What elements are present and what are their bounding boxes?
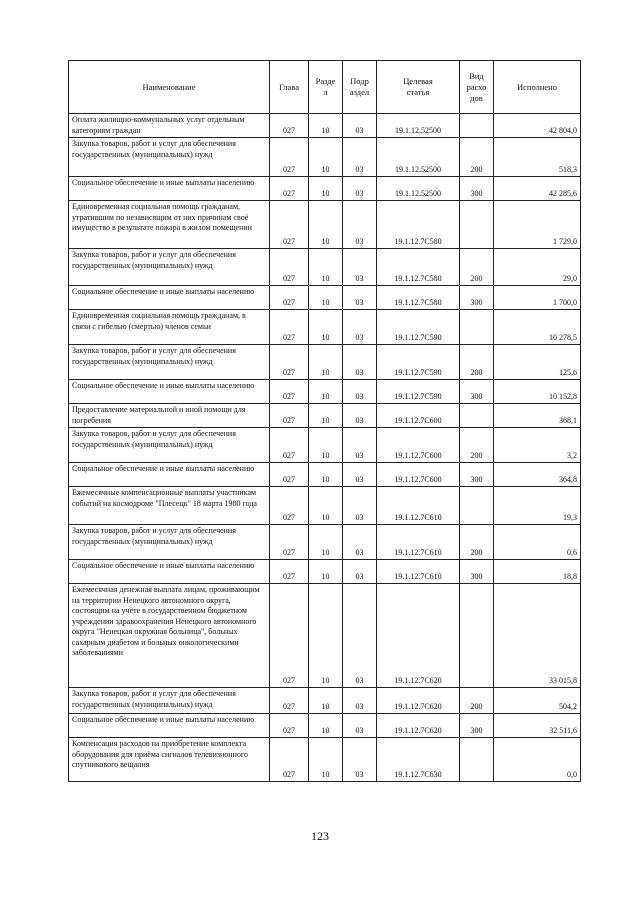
- cell-name: Ежемесячные компенсационные выплаты участникам событий на космодроме "Плесецк" 18 марта 1980 года: [69, 487, 270, 525]
- cell-expense-type: 300: [460, 286, 494, 310]
- cell-section: 10: [309, 345, 343, 380]
- cell-executed: 3,2: [494, 428, 581, 463]
- cell-target: 19.1.12.52500: [377, 177, 460, 201]
- cell-executed: 29,0: [494, 249, 581, 286]
- cell-subsection: 03: [343, 345, 377, 380]
- cell-section: 10: [309, 249, 343, 286]
- cell-section: 10: [309, 560, 343, 584]
- table-row: [69, 463, 581, 487]
- table-row: [69, 560, 581, 584]
- cell-expense-type: 200: [460, 249, 494, 286]
- cell-section: 10: [309, 738, 343, 782]
- cell-chapter: 027: [270, 138, 309, 177]
- cell-section: 10: [309, 114, 343, 138]
- cell-chapter: 027: [270, 249, 309, 286]
- cell-target: 19.1.12.7С590: [377, 310, 460, 345]
- table-row: [69, 738, 581, 782]
- cell-name: Закупка товаров, работ и услуг для обеспечения государственных (муниципальных) нужд: [69, 138, 270, 177]
- cell-target: 19.1.12.7С580: [377, 201, 460, 249]
- cell-name: Оплата жилищно-коммунальных услуг отдельным категориям граждан: [69, 114, 270, 138]
- cell-name: Закупка товаров, работ и услуг для обеспечения государственных (муниципальных) нужд: [69, 428, 270, 463]
- cell-subsection: 03: [343, 714, 377, 738]
- cell-target: 19.1.12.7С600: [377, 463, 460, 487]
- table-row: [69, 487, 581, 525]
- cell-executed: 19,3: [494, 487, 581, 525]
- cell-subsection: 03: [343, 404, 377, 428]
- cell-executed: 0,0: [494, 738, 581, 782]
- cell-section: 10: [309, 138, 343, 177]
- cell-executed: 368,1: [494, 404, 581, 428]
- cell-executed: 10 278,5: [494, 310, 581, 345]
- cell-subsection: 03: [343, 487, 377, 525]
- table-body: [69, 114, 581, 782]
- header-target: Целевая статья: [377, 61, 460, 114]
- cell-chapter: 027: [270, 404, 309, 428]
- cell-name: Социальное обеспечение и иные выплаты населению: [69, 714, 270, 738]
- cell-name: Единовременная социальная помощь гражданам, утратившим по независящим от них причинам своё имущество в результате пожара в жилом помещении: [69, 201, 270, 249]
- cell-section: 10: [309, 584, 343, 688]
- cell-subsection: 03: [343, 738, 377, 782]
- cell-chapter: 027: [270, 525, 309, 560]
- cell-target: 19.1.12.7С590: [377, 345, 460, 380]
- header-chapter: Глава: [270, 61, 309, 114]
- cell-expense-type: 200: [460, 688, 494, 714]
- cell-section: 10: [309, 525, 343, 560]
- cell-target: 19.1.12.7С580: [377, 249, 460, 286]
- cell-executed: 125,6: [494, 345, 581, 380]
- cell-target: 19.1.12.52500: [377, 114, 460, 138]
- cell-name: Закупка товаров, работ и услуг для обеспечения государственных (муниципальных) нужд: [69, 688, 270, 714]
- cell-expense-type: 300: [460, 560, 494, 584]
- cell-name: Ежемесячная денежная выплата лицам, проживающим на территории Ненецкого автономного округа, состоящим на учёте в государственном бюджетном учреждении здравоохранения Ненецкого автономного округа "Ненецкая окружная больница", больных сахарным диабетом и больных онкологическими заболеваниями: [69, 584, 270, 688]
- cell-expense-type: 300: [460, 463, 494, 487]
- cell-executed: 42 285,6: [494, 177, 581, 201]
- cell-target: 19.1.12.7С600: [377, 404, 460, 428]
- table-row: [69, 286, 581, 310]
- cell-name: Социальное обеспечение и иные выплаты населению: [69, 463, 270, 487]
- table-row: [69, 380, 581, 404]
- cell-subsection: 03: [343, 380, 377, 404]
- cell-expense-type: [460, 201, 494, 249]
- cell-expense-type: 200: [460, 428, 494, 463]
- cell-subsection: 03: [343, 249, 377, 286]
- cell-chapter: 027: [270, 345, 309, 380]
- cell-chapter: 027: [270, 310, 309, 345]
- cell-subsection: 03: [343, 310, 377, 345]
- cell-name: Закупка товаров, работ и услуг для обеспечения государственных (муниципальных) нужд: [69, 345, 270, 380]
- header-name: Наименование: [69, 61, 270, 114]
- cell-chapter: 027: [270, 560, 309, 584]
- cell-subsection: 03: [343, 428, 377, 463]
- cell-executed: 0,6: [494, 525, 581, 560]
- table-row: [69, 525, 581, 560]
- cell-executed: 1 700,0: [494, 286, 581, 310]
- table-row: [69, 249, 581, 286]
- table-row: [69, 404, 581, 428]
- cell-section: 10: [309, 688, 343, 714]
- cell-name: Закупка товаров, работ и услуг для обеспечения государственных (муниципальных) нужд: [69, 249, 270, 286]
- cell-expense-type: 200: [460, 525, 494, 560]
- cell-target: 19.1.12.7С630: [377, 738, 460, 782]
- cell-section: 10: [309, 177, 343, 201]
- cell-executed: 33 015,8: [494, 584, 581, 688]
- table-row: [69, 310, 581, 345]
- cell-chapter: 027: [270, 584, 309, 688]
- cell-expense-type: 300: [460, 714, 494, 738]
- cell-expense-type: [460, 404, 494, 428]
- header-subsection: Подр аздел: [343, 61, 377, 114]
- cell-executed: 10 152,8: [494, 380, 581, 404]
- cell-subsection: 03: [343, 560, 377, 584]
- cell-expense-type: 300: [460, 380, 494, 404]
- cell-executed: 1 729,0: [494, 201, 581, 249]
- table-row: [69, 345, 581, 380]
- cell-chapter: 027: [270, 463, 309, 487]
- cell-expense-type: [460, 738, 494, 782]
- cell-executed: 364,8: [494, 463, 581, 487]
- cell-expense-type: [460, 114, 494, 138]
- header-expense-type: Вид расхо дов: [460, 61, 494, 114]
- table-row: [69, 428, 581, 463]
- header-executed: Исполнено: [494, 61, 581, 114]
- cell-chapter: 027: [270, 286, 309, 310]
- cell-subsection: 03: [343, 177, 377, 201]
- cell-section: 10: [309, 487, 343, 525]
- table-row: [69, 688, 581, 714]
- cell-chapter: 027: [270, 714, 309, 738]
- cell-target: 19.1.12.7С600: [377, 428, 460, 463]
- cell-chapter: 027: [270, 487, 309, 525]
- cell-name: Единовременная социальная помощь гражданам, в связи с гибелью (смертью) членов семьи: [69, 310, 270, 345]
- cell-subsection: 03: [343, 688, 377, 714]
- cell-section: 10: [309, 714, 343, 738]
- cell-target: 19.1.12.7С610: [377, 525, 460, 560]
- cell-subsection: 03: [343, 584, 377, 688]
- table-row: [69, 201, 581, 249]
- cell-target: 19.1.12.7С610: [377, 560, 460, 584]
- cell-target: 19.1.12.7С620: [377, 688, 460, 714]
- cell-chapter: 027: [270, 380, 309, 404]
- table-row: [69, 177, 581, 201]
- cell-chapter: 027: [270, 177, 309, 201]
- cell-name: Закупка товаров, работ и услуг для обеспечения государственных (муниципальных) нужд: [69, 525, 270, 560]
- cell-chapter: 027: [270, 201, 309, 249]
- cell-expense-type: 300: [460, 177, 494, 201]
- cell-name: Предоставление материальной и иной помощи для погребения: [69, 404, 270, 428]
- cell-expense-type: 200: [460, 345, 494, 380]
- cell-section: 10: [309, 310, 343, 345]
- cell-target: 19.1.12.7С620: [377, 714, 460, 738]
- cell-section: 10: [309, 404, 343, 428]
- cell-subsection: 03: [343, 114, 377, 138]
- cell-name: Социальное обеспечение и иные выплаты населению: [69, 560, 270, 584]
- cell-section: 10: [309, 286, 343, 310]
- cell-executed: 32 511,6: [494, 714, 581, 738]
- cell-executed: 42 804,0: [494, 114, 581, 138]
- cell-executed: 504,2: [494, 688, 581, 714]
- cell-target: 19.1.12.7С610: [377, 487, 460, 525]
- cell-section: 10: [309, 380, 343, 404]
- cell-subsection: 03: [343, 286, 377, 310]
- budget-table: [68, 60, 581, 782]
- cell-name: Социальное обеспечение и иные выплаты населению: [69, 380, 270, 404]
- cell-section: 10: [309, 428, 343, 463]
- cell-expense-type: [460, 310, 494, 345]
- table-row: [69, 714, 581, 738]
- cell-subsection: 03: [343, 525, 377, 560]
- cell-chapter: 027: [270, 114, 309, 138]
- cell-section: 10: [309, 201, 343, 249]
- cell-expense-type: 200: [460, 138, 494, 177]
- cell-subsection: 03: [343, 463, 377, 487]
- cell-target: 19.1.12.7С620: [377, 584, 460, 688]
- cell-chapter: 027: [270, 688, 309, 714]
- header-section: Разде л: [309, 61, 343, 114]
- cell-target: 19.1.12.7С580: [377, 286, 460, 310]
- cell-section: 10: [309, 463, 343, 487]
- cell-name: Компенсация расходов на приобретение комплекта оборудования для приёма сигналов телевизионного спутникового вещания: [69, 738, 270, 782]
- cell-subsection: 03: [343, 201, 377, 249]
- cell-executed: 518,3: [494, 138, 581, 177]
- cell-executed: 18,8: [494, 560, 581, 584]
- cell-subsection: 03: [343, 138, 377, 177]
- cell-target: 19.1.12.52500: [377, 138, 460, 177]
- cell-name: Социальное обеспечение и иные выплаты населению: [69, 177, 270, 201]
- header-row: [69, 61, 581, 114]
- table-row: [69, 584, 581, 688]
- page-number: 123: [311, 829, 329, 843]
- table-row: [69, 114, 581, 138]
- cell-target: 19.1.12.7С590: [377, 380, 460, 404]
- cell-chapter: 027: [270, 428, 309, 463]
- table-row: [69, 138, 581, 177]
- cell-expense-type: [460, 584, 494, 688]
- cell-expense-type: [460, 487, 494, 525]
- cell-name: Социальное обеспечение и иные выплаты населению: [69, 286, 270, 310]
- cell-chapter: 027: [270, 738, 309, 782]
